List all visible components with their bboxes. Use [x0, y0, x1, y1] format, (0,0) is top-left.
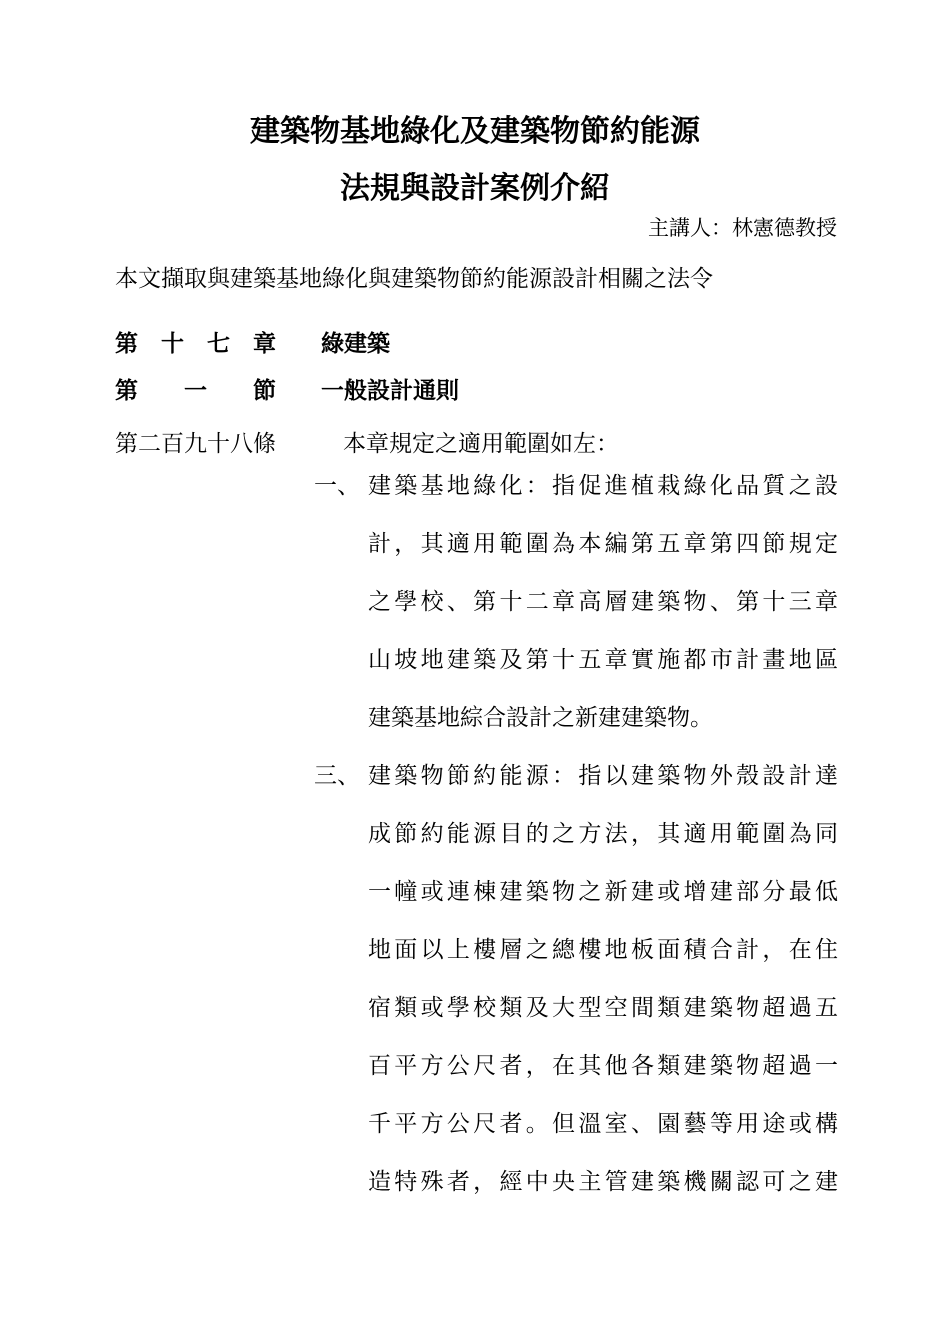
item-line: 宿類或學校類及大型空間類建築物超過五: [368, 995, 838, 1021]
item-line: 造特殊者，經中央主管建築機關認可之建: [368, 1169, 838, 1195]
item-line: 山坡地建築及第十五章實施都市計畫地區: [368, 647, 838, 673]
chapter-label: 第 十 七 章: [115, 330, 276, 357]
document-title-line-1: 建築物基地綠化及建築物節約能源: [250, 114, 700, 149]
document-title-line-2: 法規與設計案例介紹: [340, 171, 610, 206]
item-line: 一幢或連棟建築物之新建或增建部分最低: [368, 879, 838, 905]
article-lead-text: 本章規定之適用範圍如左：: [343, 431, 619, 457]
section-heading: [115, 372, 459, 405]
item-line: 建築基地綜合設計之新建建築物。: [368, 705, 713, 731]
section-title: 一般設計通則: [321, 377, 459, 404]
item-line: 千平方公尺者。但溫室、園藝等用途或構: [368, 1111, 838, 1137]
item-line: 之學校、第十二章高層建築物、第十三章: [368, 589, 838, 615]
section-label: 第 一 節: [115, 377, 276, 404]
item-line: 成節約能源目的之方法，其適用範圍為同: [368, 821, 838, 847]
item-marker: 三、: [314, 763, 360, 789]
item-line: 計，其適用範圍為本編第五章第四節規定: [368, 531, 838, 557]
chapter-heading: [115, 325, 390, 358]
item-line: 建築物節約能源：指以建築物外殼設計達: [368, 763, 838, 789]
speaker-credit: 主講人：林憲德教授: [648, 216, 837, 240]
item-line: 建築基地綠化：指促進植栽綠化品質之設: [368, 473, 838, 499]
item-line: 百平方公尺者，在其他各類建築物超過一: [368, 1053, 838, 1079]
chapter-title: 綠建築: [321, 330, 390, 357]
item-marker: 一、: [314, 473, 360, 499]
article-number: 第二百九十八條: [115, 431, 276, 457]
intro-paragraph: 本文擷取與建築基地綠化與建築物節約能源設計相關之法令: [115, 266, 713, 292]
item-line: 地面以上樓層之總樓地板面積合計，在住: [368, 937, 838, 963]
